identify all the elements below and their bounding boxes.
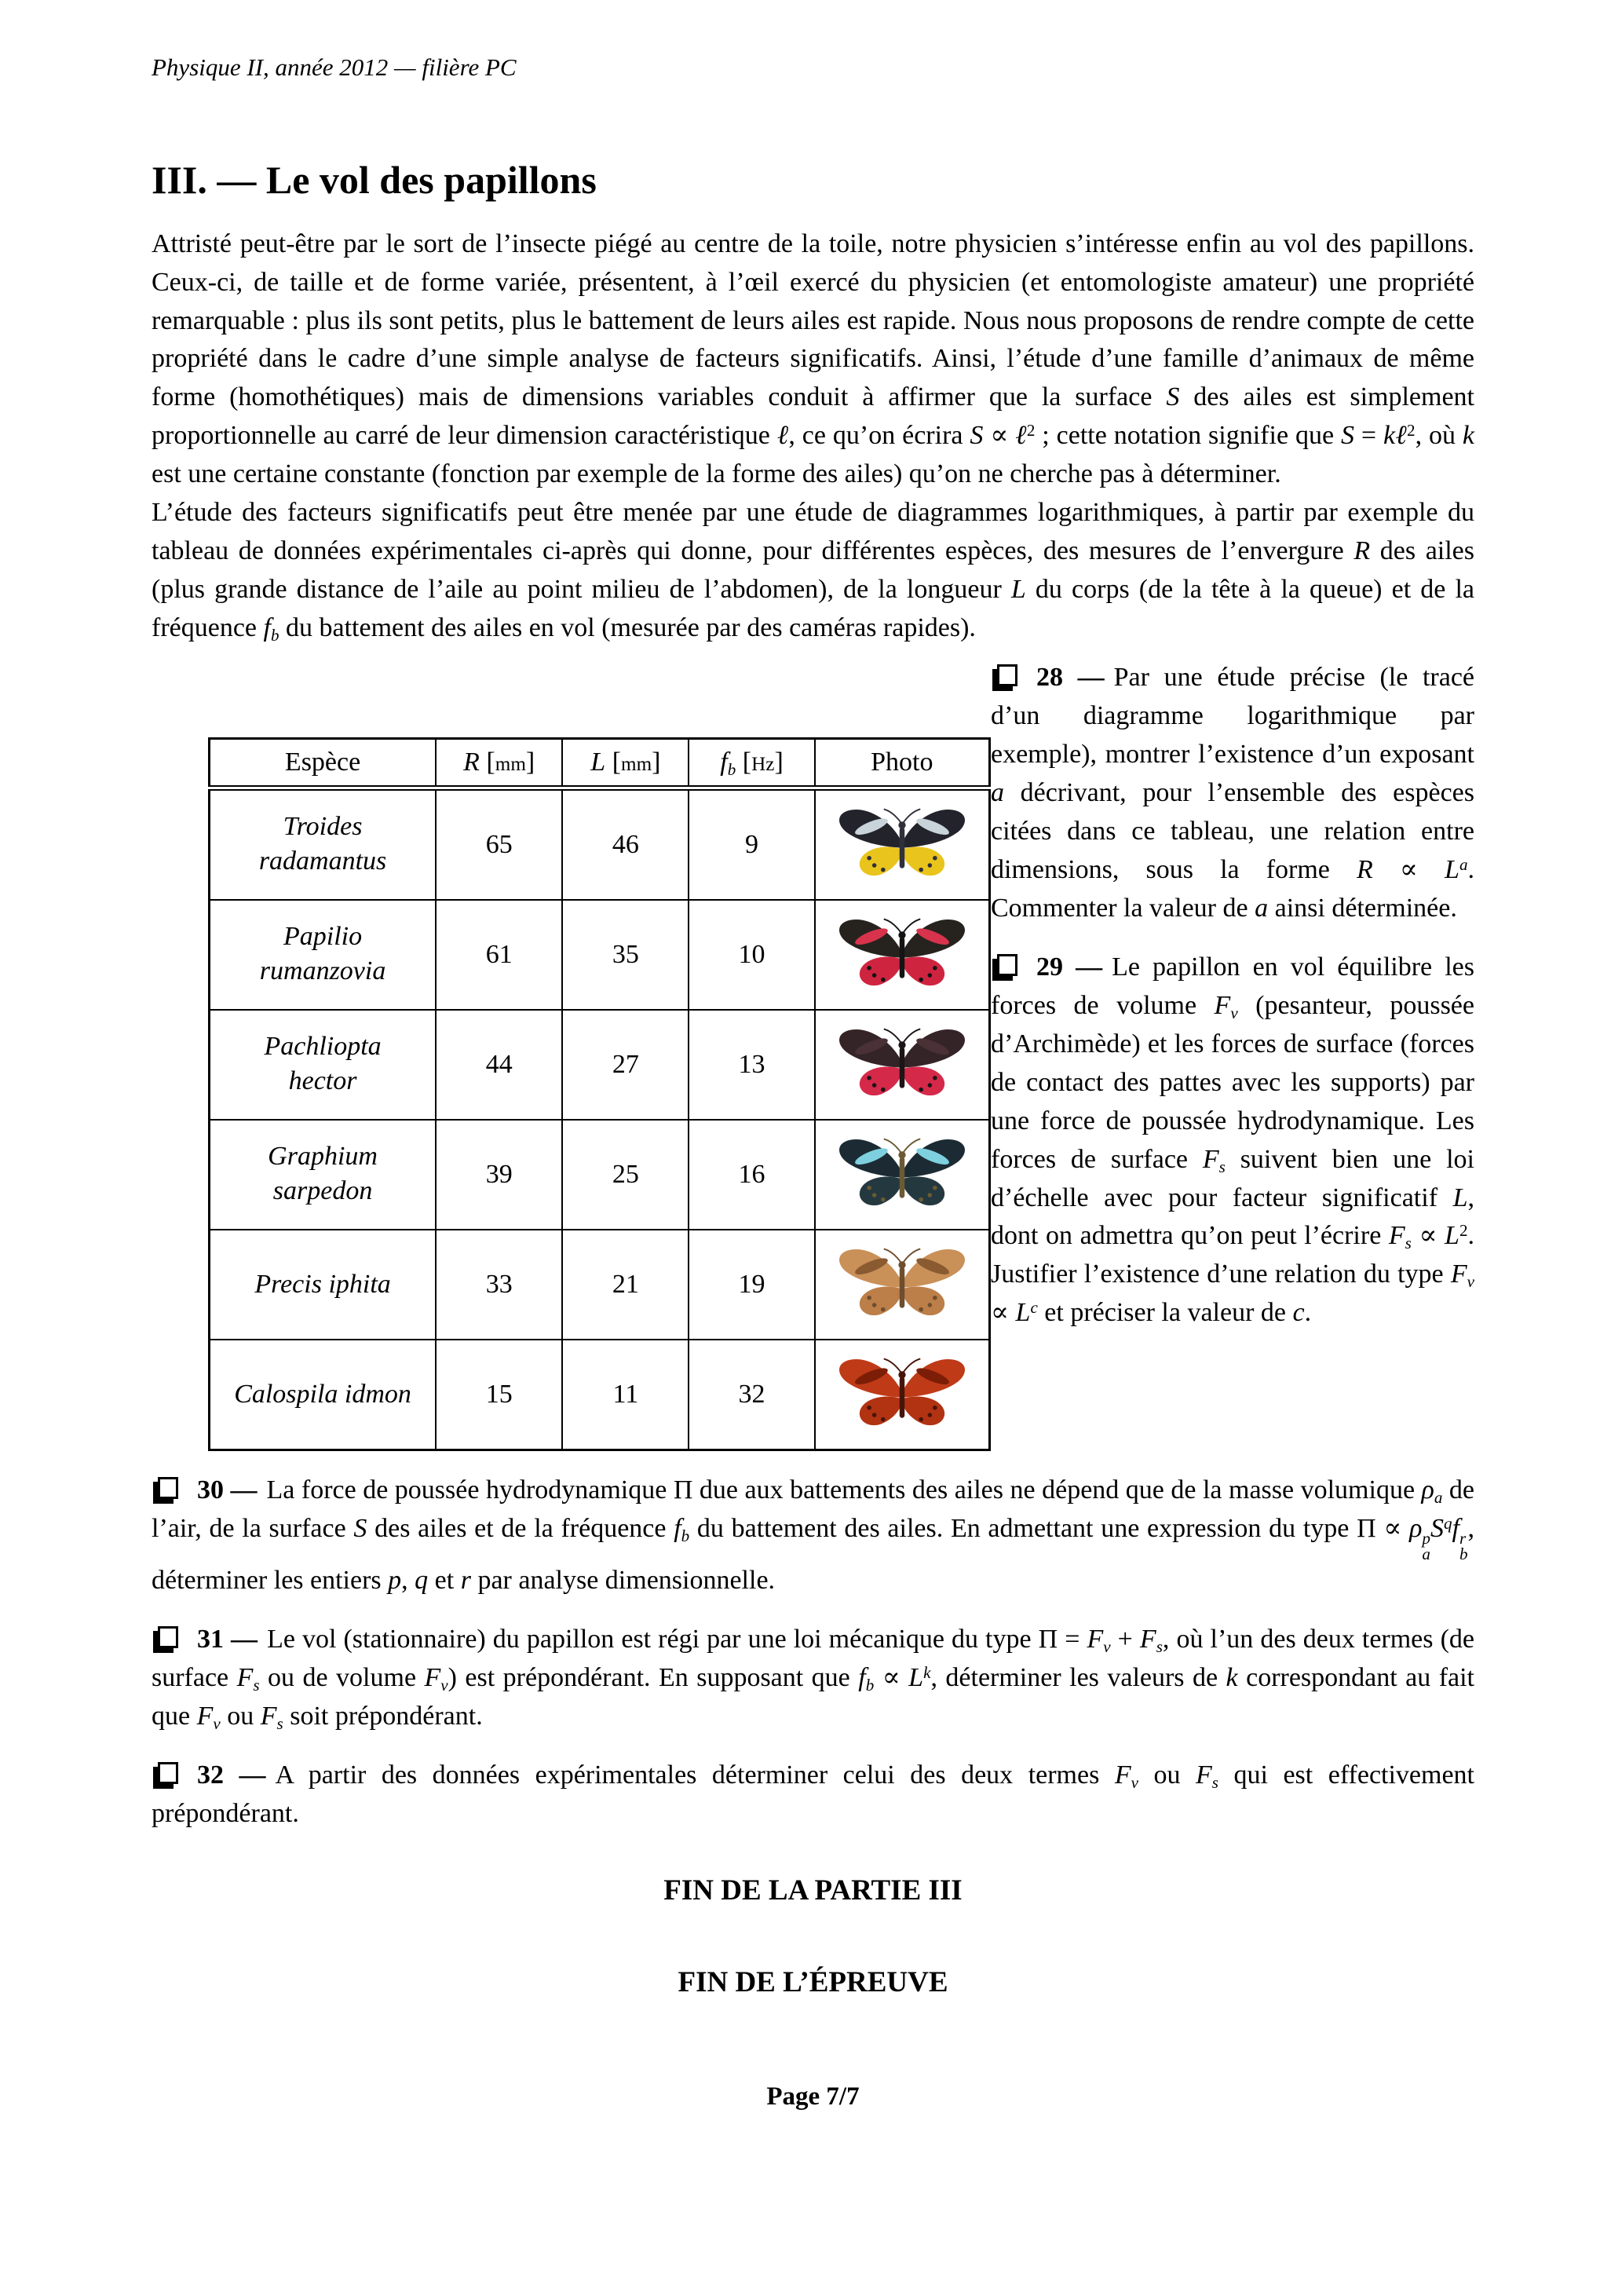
species-table-head (210, 739, 990, 788)
species-table-body (210, 788, 990, 1450)
butterfly-photo (829, 801, 975, 889)
question-body: Par une étude précise (le tracé d’un diagramme logarithmique par exemple), montrer l’existence d’un exposant a décrivant, pour l’ensemble des espèces citées dans ce tableau, une relation entre dimensions, sous la forme $R \propto L^a$. Commenter la valeur de a ainsi déterminée. (991, 663, 1475, 923)
table-row (210, 788, 990, 901)
question-28 (991, 659, 1474, 928)
body-length-value: 25 (562, 1120, 689, 1230)
wingspan-value: 44 (436, 1010, 562, 1120)
table-column (152, 659, 991, 1451)
question-body: Le papillon en vol équilibre les forces de volume $F_v$ (pesanteur, poussée d’Archimède) et les forces de surface (forces de contact des pattes avec les supports) par une force de poussée hydrodynamique. Les forces de surface $F_s$ suivent bien une loi d’échelle avec pour facteur significatif L, dont on admettra qu’on peut l’écrire $F_s \propto L^2$. Justifier l’existence d’une relation du type $F_v \propto L^c$ et préciser la valeur de c. (991, 952, 1475, 1328)
question-number: 32 — (197, 1760, 266, 1790)
question-31 (152, 1621, 1474, 1736)
species-table (208, 737, 991, 1451)
table-header-espece: Espèce (210, 739, 437, 788)
wingspan-value: 15 (436, 1340, 562, 1450)
question-square-icon (158, 1762, 178, 1784)
question-29 (991, 949, 1474, 1333)
question-square-icon (997, 954, 1017, 976)
body-length-value: 21 (562, 1230, 689, 1340)
species-name: Pachliopta hector (264, 1031, 382, 1095)
beat-frequency-value: 19 (689, 1230, 814, 1340)
question-number: 28 — (1036, 663, 1105, 693)
fin-partie-line: FIN DE LA PARTIE III (663, 1874, 963, 1907)
beat-frequency-value: 13 (689, 1010, 814, 1120)
wingspan-value: 39 (436, 1120, 562, 1230)
question-number: 31 — (197, 1624, 258, 1654)
table-header-fb-hz: $f_b$ [Hz] (689, 739, 814, 788)
page-number: Page 7/7 (766, 2082, 860, 2111)
question-30 (152, 1472, 1474, 1600)
intro-paragraph-1: Attristé peut-être par le sort de l’insecte piégé au centre de la toile, notre physicien s’intéresse enfin au vol des papillons. Ceux-ci, de taille et de forme variée, présentent, à l’œil exercé du physicien (et entomologiste amateur) une propriété remarquable : plus ils sont petits, plus le battement de leurs ailes est rapide. Nous nous proposons de rendre compte de cette propriété dans le cadre d’une simple analyse de facteurs significatifs. Ainsi, l’étude d’une famille d’animaux de même forme (homothétiques) mais de dimensions variables conduit à affirmer que la surface S des ailes est simplement proportionnelle au carré de leur dimension caractéristique ℓ, ce qu’on écrira S ∝ ℓ$^2$ ; cette notation signifie que S = kℓ$^2$, où k est une certaine constante (fonction par exemple de la forme des ailes) qu’on ne cherche pas à déterminer. (152, 229, 1475, 489)
butterfly-photo (829, 1241, 975, 1329)
table-row (210, 1120, 990, 1230)
wingspan-value: 61 (436, 900, 562, 1010)
table-row (210, 1010, 990, 1120)
butterfly-photo (829, 1351, 975, 1439)
questions-column (991, 659, 1474, 1333)
table-header-r-mm: R [mm] (436, 739, 562, 788)
species-name: Calospila idmon (234, 1379, 411, 1409)
question-square-icon (158, 1626, 178, 1648)
species-name: Papilio rumanzovia (259, 921, 386, 985)
table-header-l-mm: L [mm] (562, 739, 689, 788)
question-square-icon (158, 1477, 178, 1499)
table-row (210, 1340, 990, 1450)
question-32 (152, 1757, 1474, 1834)
question-square-icon (997, 664, 1017, 686)
body-length-value: 46 (562, 788, 689, 901)
question-body: Le vol (stationnaire) du papillon est régi par une loi mécanique du type $\Pi = F_v + F_s$, où l’un des deux termes (de surface $F_s$ ou de volume $F_v$) est prépondérant. En supposant que $f_b \propto L^k$, déterminer les valeurs de k correspondant au fait que $F_v$ ou $F_s$ soit prépondérant. (152, 1624, 1475, 1733)
species-name: Precis iphita (254, 1269, 391, 1299)
intro-paragraph-2: L’étude des facteurs significatifs peut être menée par une étude de diagrammes logarithmiques, à partir par exemple du tableau de données expérimentales ci-après qui donne, pour différentes espèces, des mesures de l’envergure R des ailes (plus grande distance de l’aile au point milieu de l’abdomen), de la longueur L du corps (de la tête à la queue) et de la fréquence $f_b$ du battement des ailes en vol (mesurée par des caméras rapides). (152, 498, 1474, 645)
body-length-value: 27 (562, 1010, 689, 1120)
table-and-questions-block (152, 659, 1474, 1451)
beat-frequency-value: 32 (689, 1340, 814, 1450)
section-title: III. — Le vol des papillons (152, 157, 597, 202)
table-header-photo: Photo (815, 739, 990, 788)
species-name: Troides radamantus (258, 811, 387, 876)
question-body: La force de poussée hydrodynamique Π due aux battements des ailes ne dépend que de la masse volumique $\rho_a$ de l’air, de la surface S des ailes et de la fréquence $f_b$ du battement des ailes. En admettant une expression du type Π ∝ ρ p a $S^qf$ r b , déterminer les entiers p, q et r par analyse dimensionnelle. (152, 1475, 1475, 1595)
question-number: 29 — (1036, 952, 1103, 982)
table-header-row (210, 739, 990, 788)
question-number: 30 — (197, 1475, 258, 1505)
beat-frequency-value: 9 (689, 788, 814, 901)
table-row (210, 900, 990, 1010)
body-length-value: 11 (562, 1340, 689, 1450)
page-content (152, 0, 1474, 2142)
butterfly-photo (829, 911, 975, 999)
body-length-value: 35 (562, 900, 689, 1010)
table-row (210, 1230, 990, 1340)
beat-frequency-value: 10 (689, 900, 814, 1010)
wingspan-value: 33 (436, 1230, 562, 1340)
butterfly-photo (829, 1021, 975, 1109)
beat-frequency-value: 16 (689, 1120, 814, 1230)
species-name: Graphium sarpedon (268, 1141, 378, 1205)
question-body: A partir des données expérimentales déterminer celui des deux termes $F_v$ ou $F_s$ qui est effectivement prépondérant. (152, 1760, 1475, 1828)
running-header: Physique II, année 2012 — filière PC (152, 53, 517, 81)
fin-epreuve-line: FIN DE L’ÉPREUVE (678, 1965, 948, 1998)
species-table-wrap (208, 737, 991, 1451)
wingspan-value: 65 (436, 788, 562, 901)
butterfly-photo (829, 1131, 975, 1219)
